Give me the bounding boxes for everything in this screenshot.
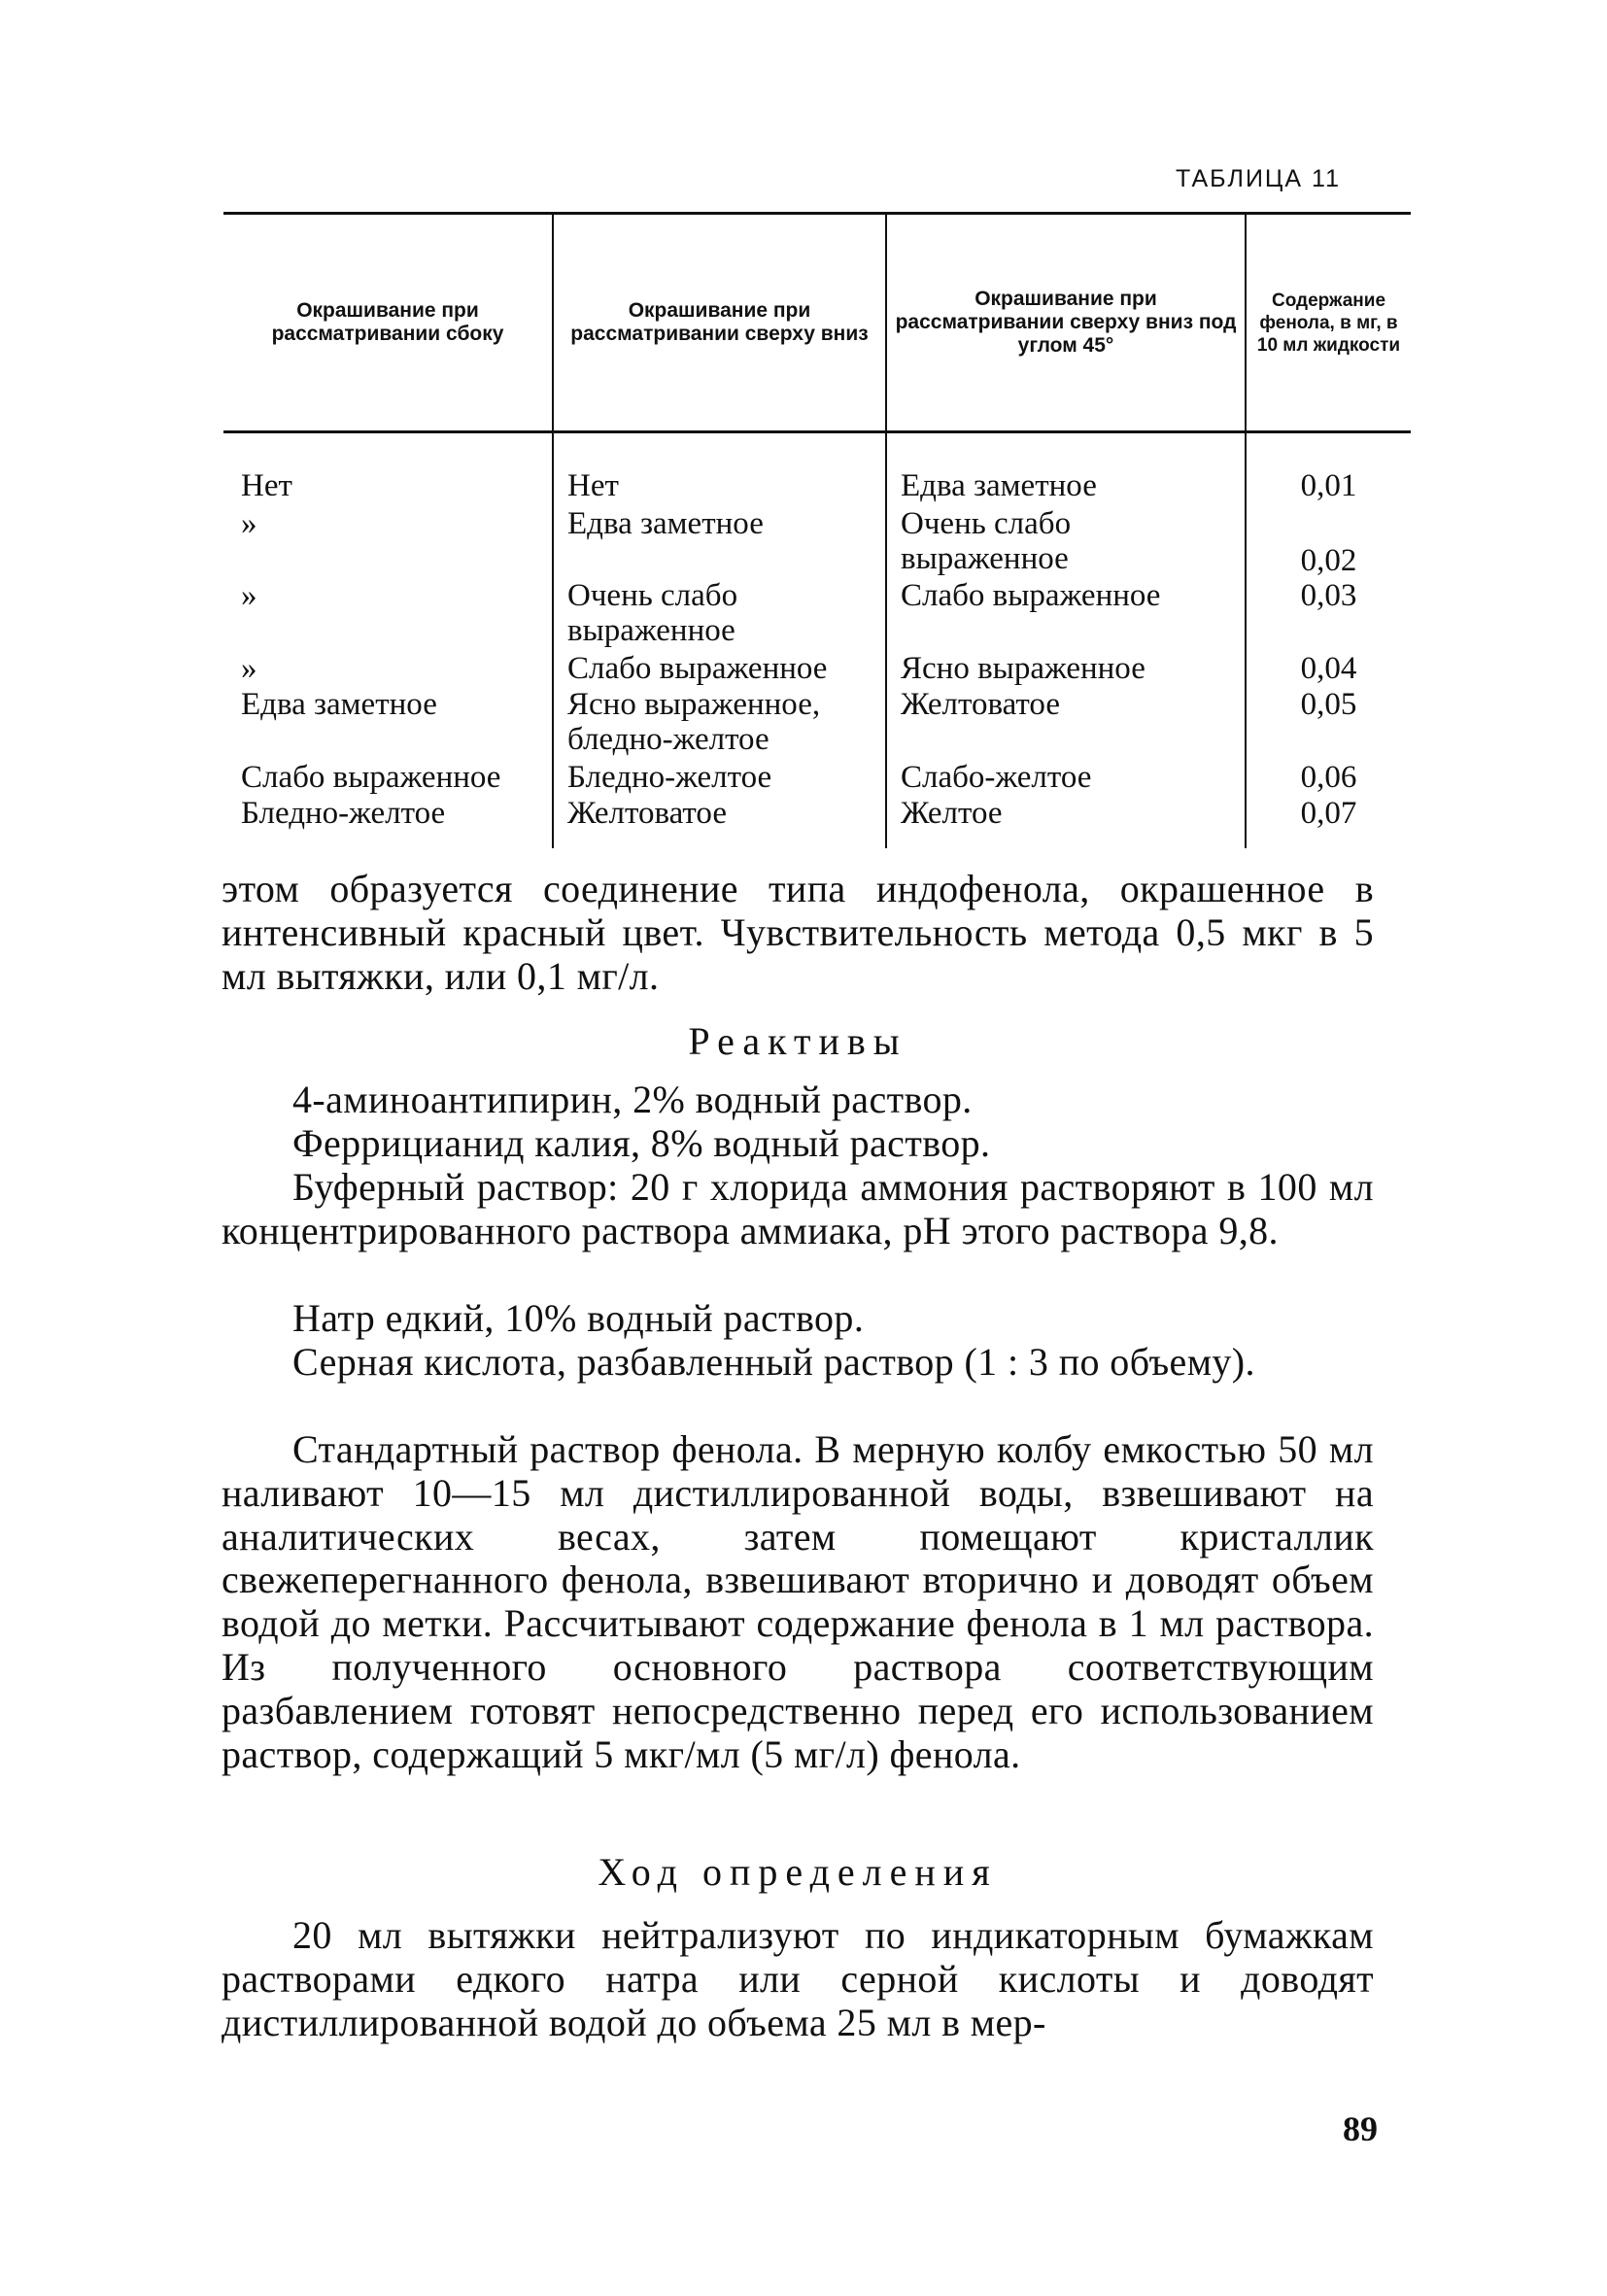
table-row [223, 796, 1411, 848]
reagents-title: Реактивы [688, 1019, 907, 1063]
cell-side-view: Едва заметное [241, 687, 437, 723]
cell-top-view: Бледно-желтое [553, 760, 886, 796]
cell-top-view: Слабо выраженное [553, 651, 886, 687]
cell-side-view: Слабо выраженное [241, 759, 501, 795]
cell-phenol-content: 0,01 [1246, 432, 1411, 506]
reagent-phenol-standard: Стандартный раствор фенола. В мерную колбу емкостью 50 мл наливают 10—15 мл дистиллированной воды, взвешивают на аналитических весах, затем помещают кристаллик свежеперегнанного фенола, взвешивают вторично и доводят объем водой до метки. Рассчитывают содержание фенола в 1 мл раствора. Из полученного основного раствора соответствующим разбавлением готовят непосредственно перед его использованием раствор, содержащий 5 мкг/мл (5 мг/л) фенола. [222, 1427, 1374, 1776]
intro-paragraph: этом образуется соединение типа индофенола, окрашенное в интенсивный красный цвет. Чувствительность метода 0,5 мкг в 5 мл вытяжки, или 0,1 мг/л. [222, 867, 1374, 998]
header-angle-view: Окрашивание при рассматривании сверху вниз под углом 45° [886, 214, 1246, 432]
reagent-sodium-hydroxide: Натр едкий, 10% водный раствор. [292, 1296, 865, 1340]
cell-angle-view: Ясно выраженное [886, 651, 1246, 687]
cell-top-view: Нет [553, 432, 886, 506]
cell-phenol-content: 0,05 [1246, 687, 1411, 760]
cell-top-view: Очень слабо выраженное [553, 578, 886, 651]
cell-side-view: » [241, 578, 257, 614]
table-header-row [223, 214, 1411, 432]
cell-angle-view: Слабо-желтое [886, 760, 1246, 796]
table-row [223, 432, 1411, 506]
cell-side-view: » [241, 505, 257, 541]
cell-phenol-content: 0,06 [1246, 760, 1411, 796]
reagent-sulfuric-acid: Серная кислота, разбавленный раствор (1 : 3 по объему). [292, 1340, 1255, 1384]
cell-phenol-content: 0,03 [1246, 578, 1411, 651]
cell-phenol-content: 0,02 [1246, 506, 1411, 579]
procedure-title: Ход определения [598, 1850, 998, 1894]
cell-side-view: » [241, 650, 257, 686]
cell-top-view: Желтоватое [553, 796, 886, 848]
table-row [223, 687, 1411, 760]
header-phenol-content: Содержание фенола, в мг, в 10 мл жидкости [1246, 214, 1411, 432]
cell-side-view: Бледно-желтое [241, 796, 446, 832]
table-row [223, 651, 1411, 687]
reagent-aminoantipyrine: 4-аминоантипирин, 2% водный раствор. [292, 1078, 973, 1121]
table-row [223, 506, 1411, 579]
reagent-buffer: Буферный раствор: 20 г хлорида аммония растворяют в 100 мл концентрированного раствора аммиака, рН этого раствора 9,8. [222, 1165, 1374, 1252]
cell-angle-view: Желтоватое [886, 687, 1246, 760]
cell-angle-view: Едва заметное [886, 432, 1246, 506]
cell-phenol-content: 0,04 [1246, 651, 1411, 687]
cell-phenol-content: 0,07 [1246, 796, 1411, 848]
header-side-view: Окрашивание при рассматривании сбоку [223, 214, 553, 432]
table-row [223, 760, 1411, 796]
page-number: 89 [1343, 2109, 1378, 2148]
cell-top-view: Ясно выраженное, бледно-желтое [553, 687, 886, 760]
table-label: ТАБЛИЦА 11 [1176, 165, 1341, 192]
phenol-color-table [223, 212, 1411, 848]
procedure-paragraph: 20 мл вытяжки нейтрализуют по индикаторным бумажкам растворами едкого натра или серной кислоты и доводят дистиллированной водой до объема 25 мл в мер- [222, 1913, 1374, 2044]
cell-side-view: Нет [241, 468, 292, 503]
cell-top-view: Едва заметное [553, 506, 886, 579]
table-row [223, 578, 1411, 651]
reagent-ferricyanide: Феррицианид калия, 8% водный раствор. [292, 1121, 991, 1165]
cell-angle-view: Слабо выраженное [886, 578, 1246, 651]
cell-angle-view: Очень слабо выраженное [886, 506, 1246, 579]
header-top-view: Окрашивание при рассматривании сверху вниз [553, 214, 886, 432]
cell-angle-view: Желтое [886, 796, 1246, 848]
